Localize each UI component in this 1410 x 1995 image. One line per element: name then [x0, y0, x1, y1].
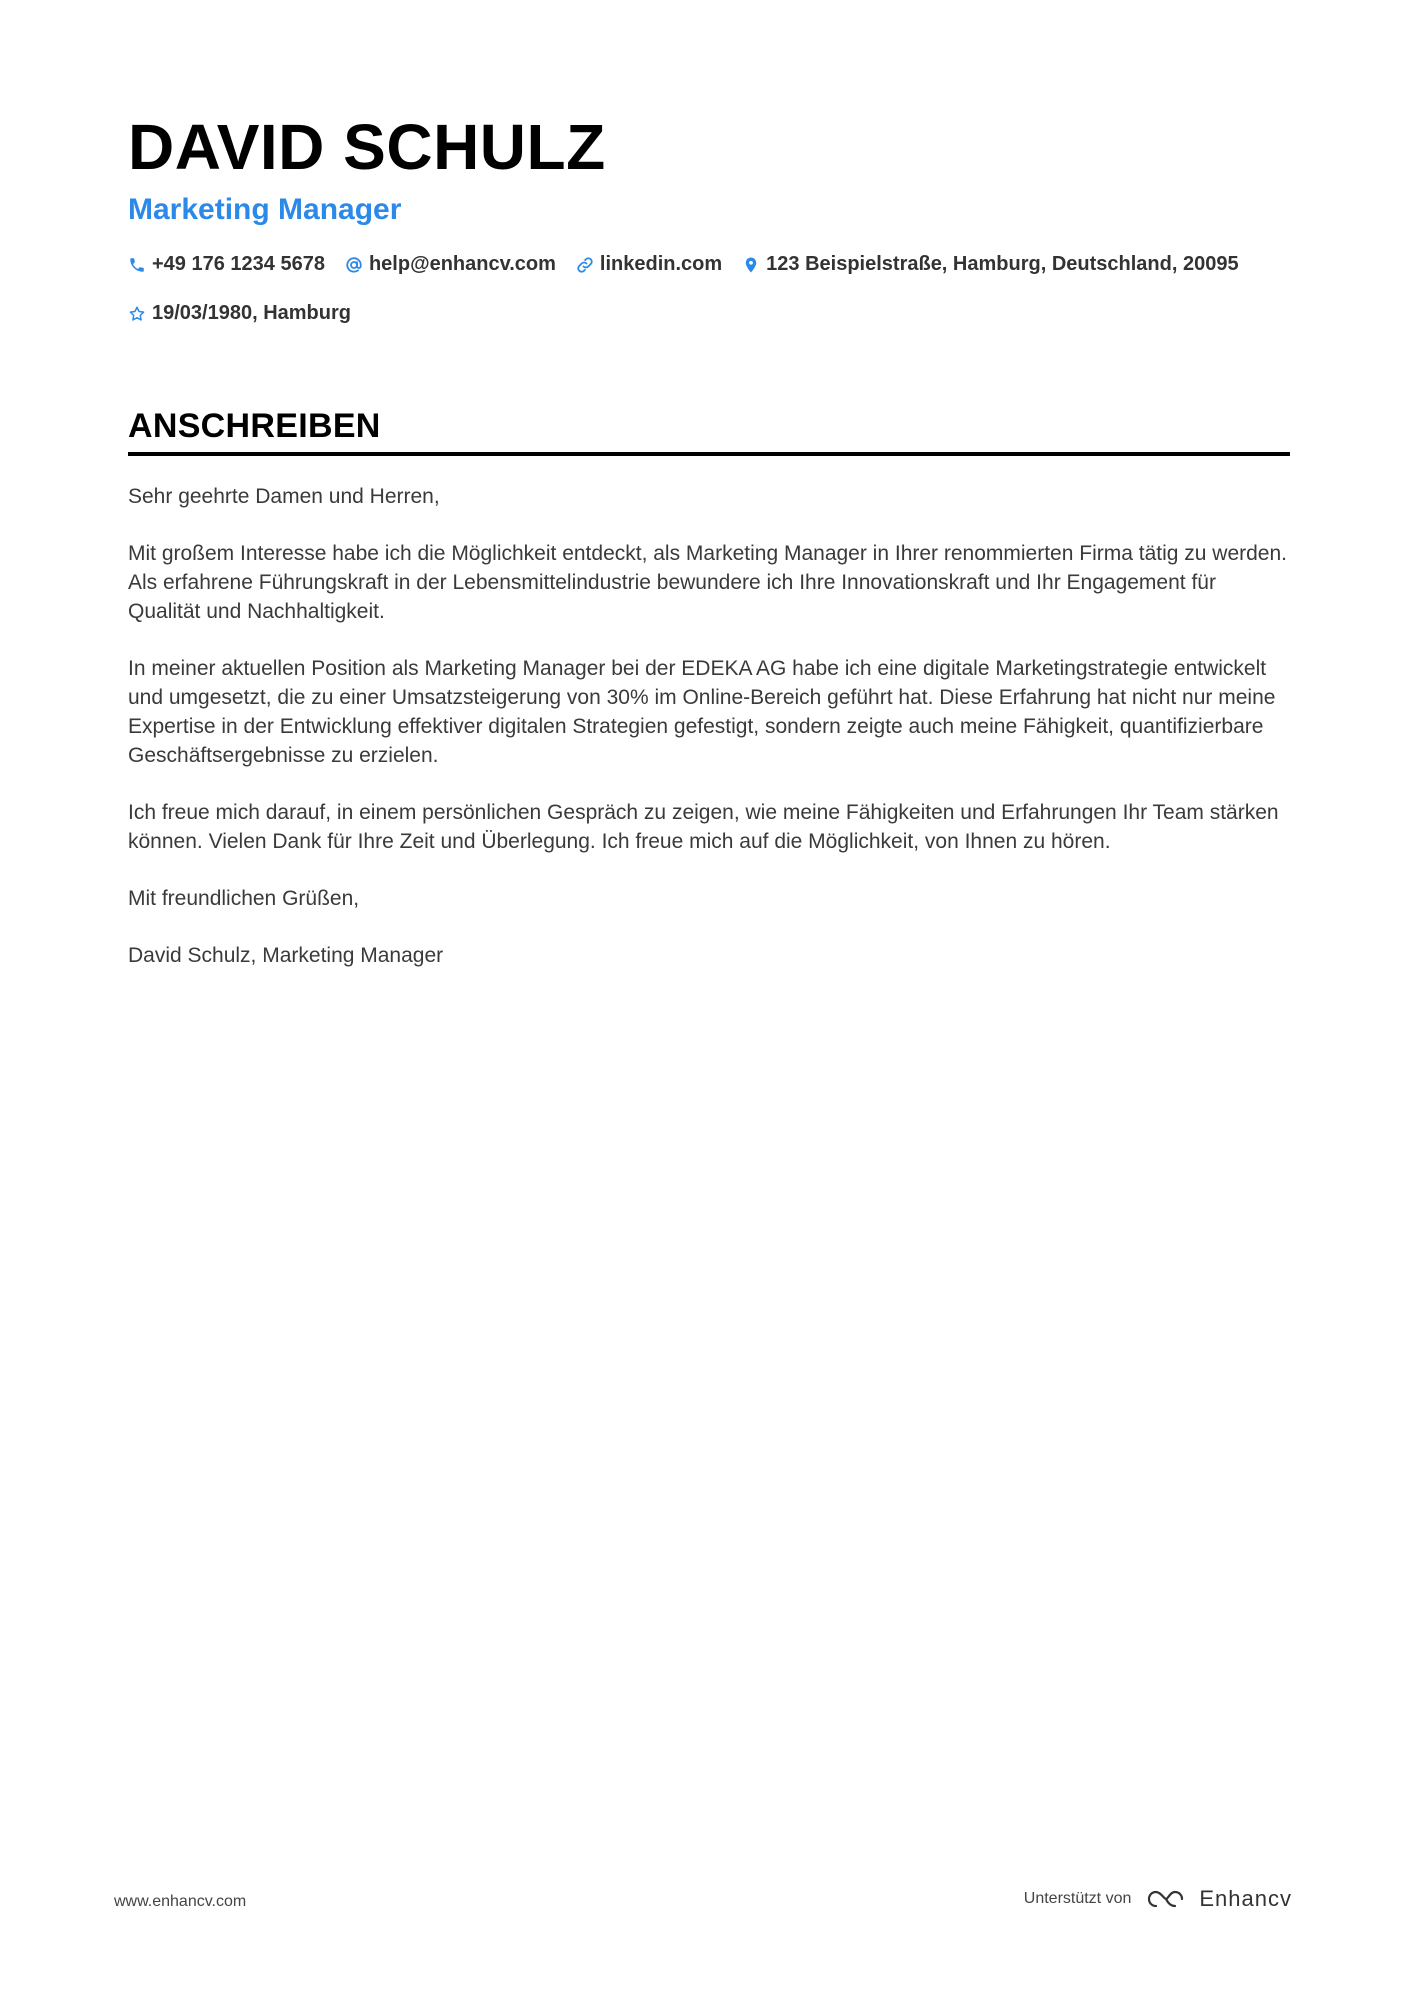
powered-by-label: Unterstützt von	[1023, 1890, 1132, 1907]
letter-signature: David Schulz, Marketing Manager	[128, 944, 444, 967]
contact-phone-text: +49 176 1234 5678	[152, 253, 325, 275]
phone-icon	[128, 256, 146, 274]
letter-paragraph: Mit großem Interesse habe ich die Möglichkeit entdeckt, als Marketing Manager in Ihrer renommierten Firma tätig zu werden. Als erfahrene Führungskraft in der Lebensmittelindustrie bewundere ich Ihre Innovationskraft und Ihr Engagement für Qualität und Nachhaltigkeit.	[128, 542, 1287, 623]
letter-closing: Mit freundlichen Grüßen,	[128, 887, 360, 910]
contact-birth	[128, 299, 351, 328]
letter-paragraph: Ich freue mich darauf, in einem persönlichen Gespräch zu zeigen, wie meine Fähigkeiten und Erfahrungen Ihr Team stärken können. Vielen Dank für Ihre Zeit und Überlegung. Ich freue mich auf die Möglichkeit, von Ihnen zu hören.	[128, 801, 1279, 853]
contact-linkedin-text[interactable]: linkedin.com	[599, 253, 723, 275]
star-icon	[128, 305, 146, 323]
link-icon	[576, 256, 594, 274]
footer-website[interactable]: www.enhancv.com	[114, 1893, 247, 1910]
contact-linkedin[interactable]	[576, 250, 722, 279]
location-pin-icon	[742, 256, 760, 274]
contact-email-text[interactable]: help@enhancv.com	[368, 253, 556, 275]
contact-phone	[128, 250, 325, 279]
section-title: ANSCHREIBEN	[128, 407, 381, 445]
footer-branding	[1024, 1886, 1292, 1912]
enhancv-logo-icon	[1143, 1886, 1189, 1912]
at-icon	[345, 256, 363, 274]
candidate-name: DAVID SCHULZ	[128, 111, 606, 183]
brand-name: Enhancv	[1199, 1886, 1292, 1911]
contact-address-text: 123 Beispielstraße, Hamburg, Deutschland, 20095	[766, 253, 1239, 275]
section-divider	[128, 452, 1290, 456]
cover-letter-section	[128, 404, 1290, 998]
contact-email[interactable]	[345, 250, 556, 279]
contact-birth-text: 19/03/1980, Hamburg	[152, 302, 351, 324]
letter-body	[128, 482, 1290, 970]
header	[128, 108, 1288, 328]
letter-paragraph: In meiner aktuellen Position als Marketing Manager bei der EDEKA AG habe ich eine digitale Marketingstrategie entwickelt und umgesetzt, die zu einer Umsatzsteigerung von 30% im Online-Bereich geführt hat. Diese Erfahrung hat nicht nur meine Expertise in der Entwicklung effektiver digitalen Strategien gefestigt, sondern zeigte auch meine Fähigkeit, quantifizierbare Geschäftsergebnisse zu erzielen.	[128, 657, 1276, 767]
contact-address	[742, 250, 1238, 279]
letter-salutation: Sehr geehrte Damen und Herren,	[128, 485, 440, 508]
job-title: Marketing Manager	[128, 193, 402, 226]
contact-info	[128, 250, 1288, 328]
